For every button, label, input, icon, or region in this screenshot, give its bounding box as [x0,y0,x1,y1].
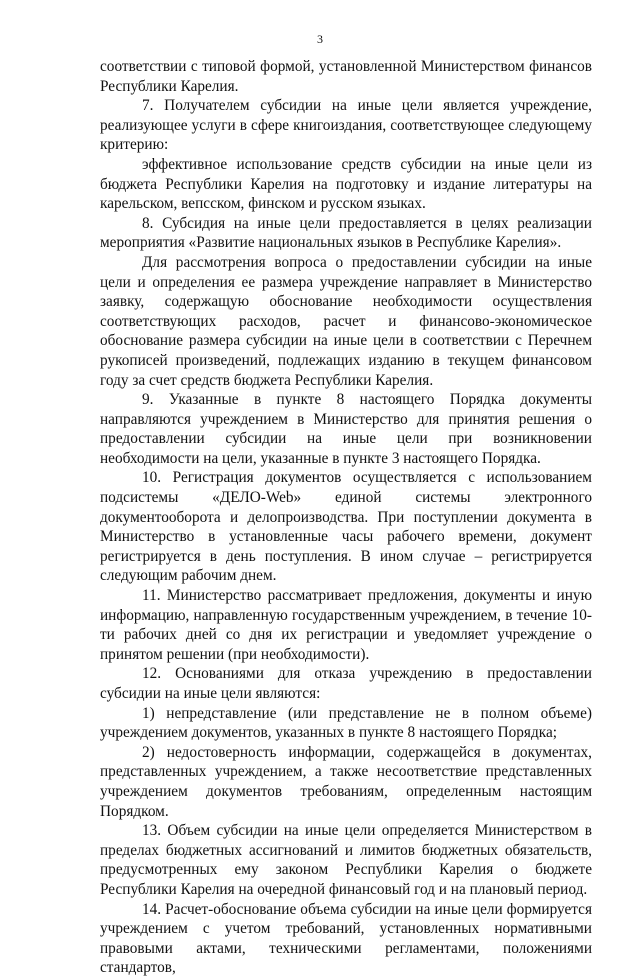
paragraph-item-8: 8. Субсидия на иные цели предоставляется в целях реализации мероприятия «Развитие национальных языков в Республике Карелия». [100,214,592,252]
document-body [100,57,592,978]
paragraph-continuation: соответствии с типовой формой, установленной Министерством финансов Республики Карелия. [100,58,592,95]
paragraph-item-14: 14. Расчет-обоснование объема субсидии на иные цели формируется учреждением с учетом требований, установленных нормативными правовыми актами, техническими регламентами, положениями стандартов, [100,900,592,977]
page-number: 3 [317,32,323,46]
paragraph-item-12: 12. Основаниями для отказа учреждению в предоставлении субсидии на иные цели являются: [100,665,592,702]
paragraph-item-10: 10. Регистрация документов осуществляется с использованием подсистемы «ДЕЛО-Web» единой системы электронного документооборота и делопроизводства. При поступлении документа в Министерство в установленные часы рабочего времени, документ регистрируется в день поступления. В ином случае – регистрируется следующим рабочим днем. [100,469,592,585]
paragraph-item-7: 7. Получателем субсидии на иные цели является учреждение, реализующее услуги в сфере книгоиздания, соответствующее следующему критерию: [100,97,592,154]
paragraph-application: Для рассмотрения вопроса о предоставлении субсидии на иные цели и определения ее размера учреждение направляет в Министерство заявку, содержащую обоснование необходимости осуществления соответствующих расходов, расчет и финансово-экономическое обоснование размера субсидии на иные цели в соответствии с Перечнем рукописей произведений, подлежащих изданию в текущем финансовом году за счет средств бюджета Республики Карелия. [100,253,592,389]
paragraph-criterion: эффективное использование средств субсидии на иные цели из бюджета Республики Карелия на подготовку и издание литературы на карельском, вепсском, финском и русском языках. [100,155,592,213]
paragraph-item-11: 11. Министерство рассматривает предложения, документы и иную информацию, направленную государственным учреждением, в течение 10-ти рабочих дней со дня их регистрации и уведомляет учреждение о принятом решении (при необходимости). [100,587,592,663]
paragraph-item-12-1: 1) непредставление (или представление не в полном объеме) учреждением документов, указанных в пункте 8 настоящего Порядка; [100,704,592,742]
paragraph-item-9: 9. Указанные в пункте 8 настоящего Порядка документы направляются учреждением в Министерство для принятия решения о предоставлении субсидии на иные цели при возникновении необходимости на цели, указанные в пункте 3 настоящего Порядка. [100,391,592,467]
paragraph-item-13: 13. Объем субсидии на иные цели определяется Министерством в пределах бюджетных ассигнований и лимитов бюджетных обязательств, предусмотренных ему законом Республики Карелия о бюджете Республики Карелия на очередной финансовый год и на плановый период. [100,822,592,898]
paragraph-item-12-2: 2) недостоверность информации, содержащейся в документах, представленных учреждением, а также несоответствие представленных учреждением документов требованиям, определенным настоящим Порядком. [100,743,592,820]
